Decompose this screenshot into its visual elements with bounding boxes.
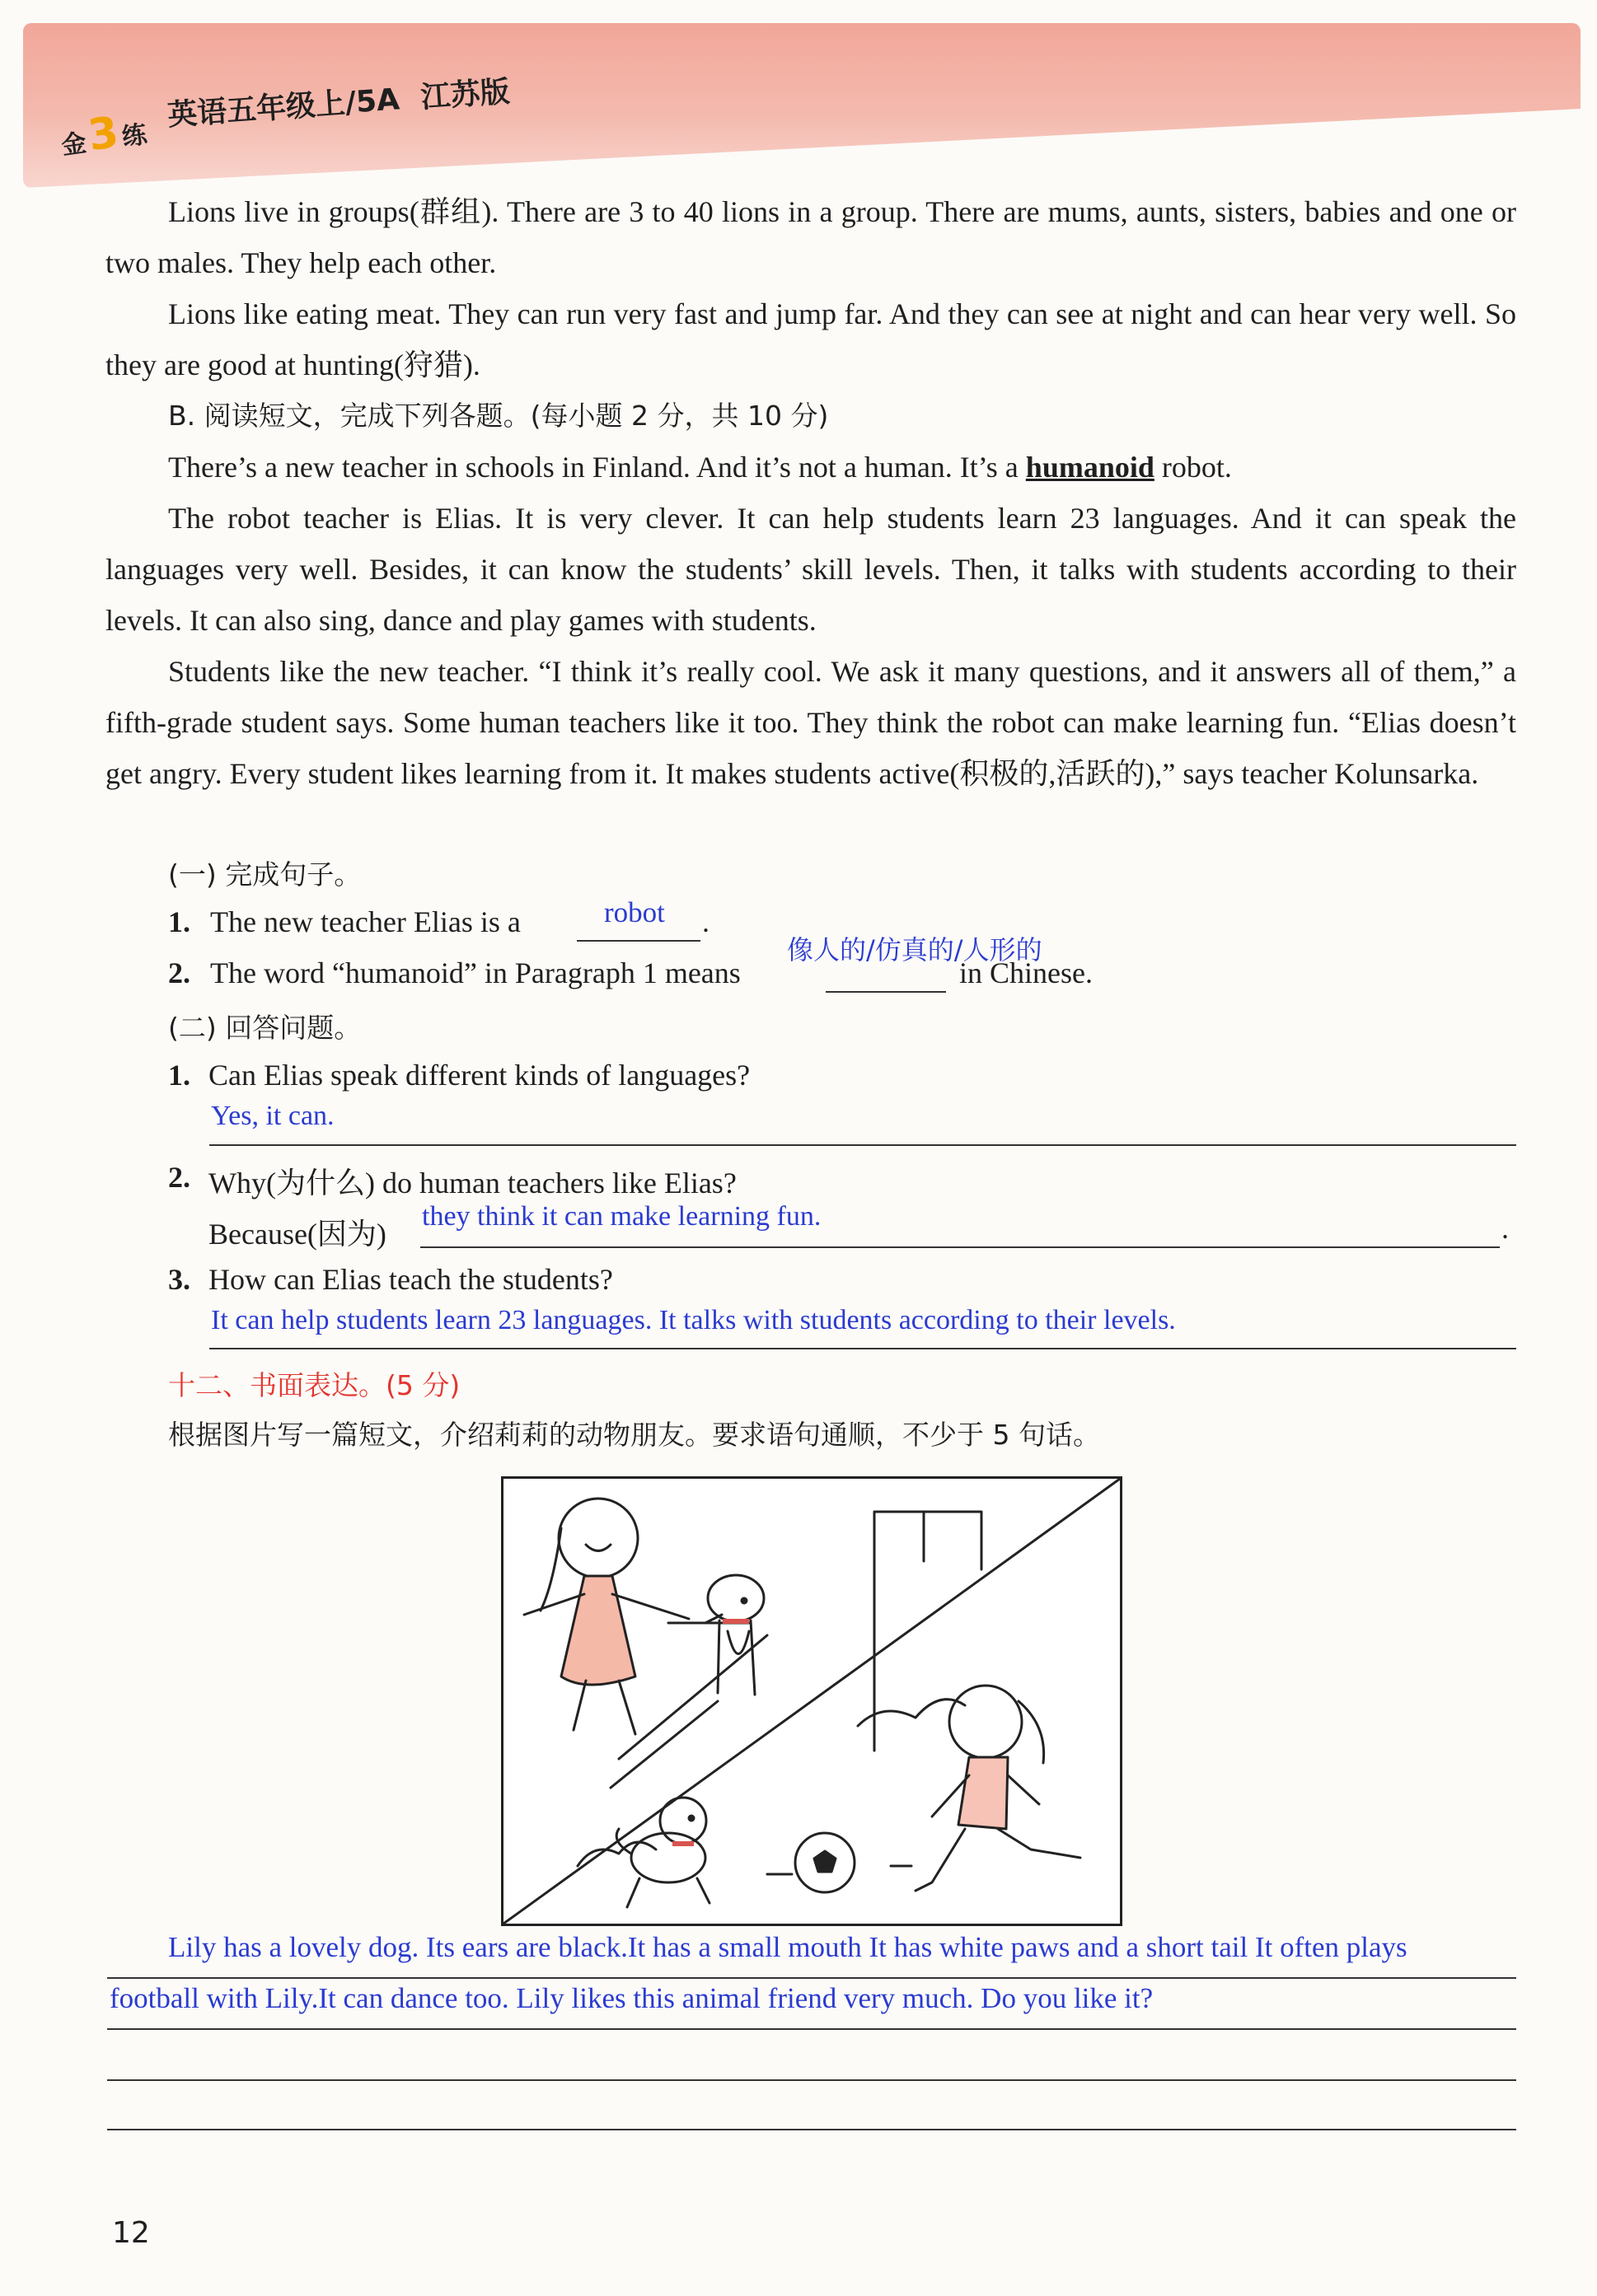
edition-label: 江苏版 (419, 75, 511, 115)
part2-title: (二) 回答问题。 (168, 1012, 362, 1044)
part2-q3-answer: It can help students learn 23 languages. It talks with students according to their levels. (211, 1305, 1176, 1335)
passage-a-paragraph-1: Lions live in groups(群组). There are 3 to 40 lions in a group. There are mums, aunts, sisters, babies and one or two males. They help each other. (105, 195, 1516, 279)
passage-a-paragraph-2: Lions like eating meat. They can run very fast and jump far. And they can see at night and can hear very well. So they are good at hunting(狩猎). (105, 297, 1516, 381)
part2-q2-because: Because(因为) (208, 1218, 386, 1251)
writing-prompt: 根据图片写一篇短文，介绍莉莉的动物朋友。要求语句通顺，不少于 5 句话。 (168, 1419, 1100, 1451)
keyword-humanoid: humanoid (1025, 451, 1154, 484)
writing-answer-line-2: football with Lily.It can dance too. Lily likes this animal friend very much. Do you like it? (110, 1982, 1154, 2014)
book-title: 英语五年级上/5A 江苏版 (166, 75, 511, 133)
part1-q1-number: 1. (168, 905, 190, 938)
passage-b-paragraph-1: There’s a new teacher in schools in Finland. And it’s not a human. It’s a humanoid robot. (168, 451, 1232, 484)
writing-line (107, 2079, 1516, 2081)
part1-q2-number: 2. (168, 956, 190, 989)
writing-line (107, 2028, 1516, 2030)
part2-q3-number: 3. (168, 1263, 190, 1296)
passage-b-paragraph-2: The robot teacher is Elias. It is very clever. It can help students learn 23 languages. And it can speak the languages very well. Besides, it can know the students’ skill levels. Then, it talks with students according to their levels. It can also sing, dance and play games with students. (105, 502, 1516, 637)
dog-collar (672, 1841, 694, 1846)
answer-blank-line (826, 991, 946, 993)
part1-title: (一) 完成句子。 (168, 858, 362, 891)
page-number: 12 (112, 2216, 150, 2250)
writing-heading: 十二、书面表达。(5 分) (168, 1369, 461, 1401)
part1-q1-text: The new teacher Elias is a (210, 905, 521, 938)
series-logo: 金3练 (59, 107, 149, 161)
answer-line (420, 1246, 1500, 1248)
answer-line (209, 1348, 1516, 1349)
answer-line (209, 1144, 1516, 1146)
part2-q1-text: Can Elias speak different kinds of languages? (208, 1059, 751, 1092)
part1-q1-answer: robot (604, 896, 665, 928)
part1-q2-text: The word “humanoid” in Paragraph 1 means (210, 956, 741, 989)
writing-line (107, 2129, 1516, 2130)
writing-answer-line-1: Lily has a lovely dog. Its ears are black.It has a small mouth It has white paws and a short tail It often plays (168, 1931, 1407, 1963)
section-b-instruction: B. 阅读短文，完成下列各题。(每小题 2 分，共 10 分) (168, 400, 829, 432)
part2-q2-text: Why(为什么) do human teachers like Elias? (208, 1167, 737, 1199)
part2-q1-answer: Yes, it can. (211, 1101, 335, 1131)
dog-collar (723, 1619, 749, 1624)
part2-q3-text: How can Elias teach the students? (208, 1263, 613, 1296)
part2-q2-number: 2. (168, 1161, 190, 1194)
passage-b-paragraph-3: Students like the new teacher. “I think it’s really cool. We ask it many questions, and it answers all of them,” a fifth-grade student says. Some human teachers like it too. They think the robot can make learning fun. “Elias doesn’t get angry. Every student likes learning from it. It makes students active(积极的,活跃的),” says teacher Kolunsarka. (105, 655, 1516, 790)
illustration-girl-and-dog (501, 1476, 1122, 1926)
part2-q2-answer: they think it can make learning fun. (422, 1201, 822, 1232)
part2-q1-number: 1. (168, 1059, 190, 1092)
part1-q2-answer: 像人的/仿真的/人形的 (787, 934, 1042, 966)
answer-blank-line (577, 940, 700, 942)
writing-line (107, 1977, 1516, 1979)
illustration-drawing (503, 1479, 1120, 1924)
